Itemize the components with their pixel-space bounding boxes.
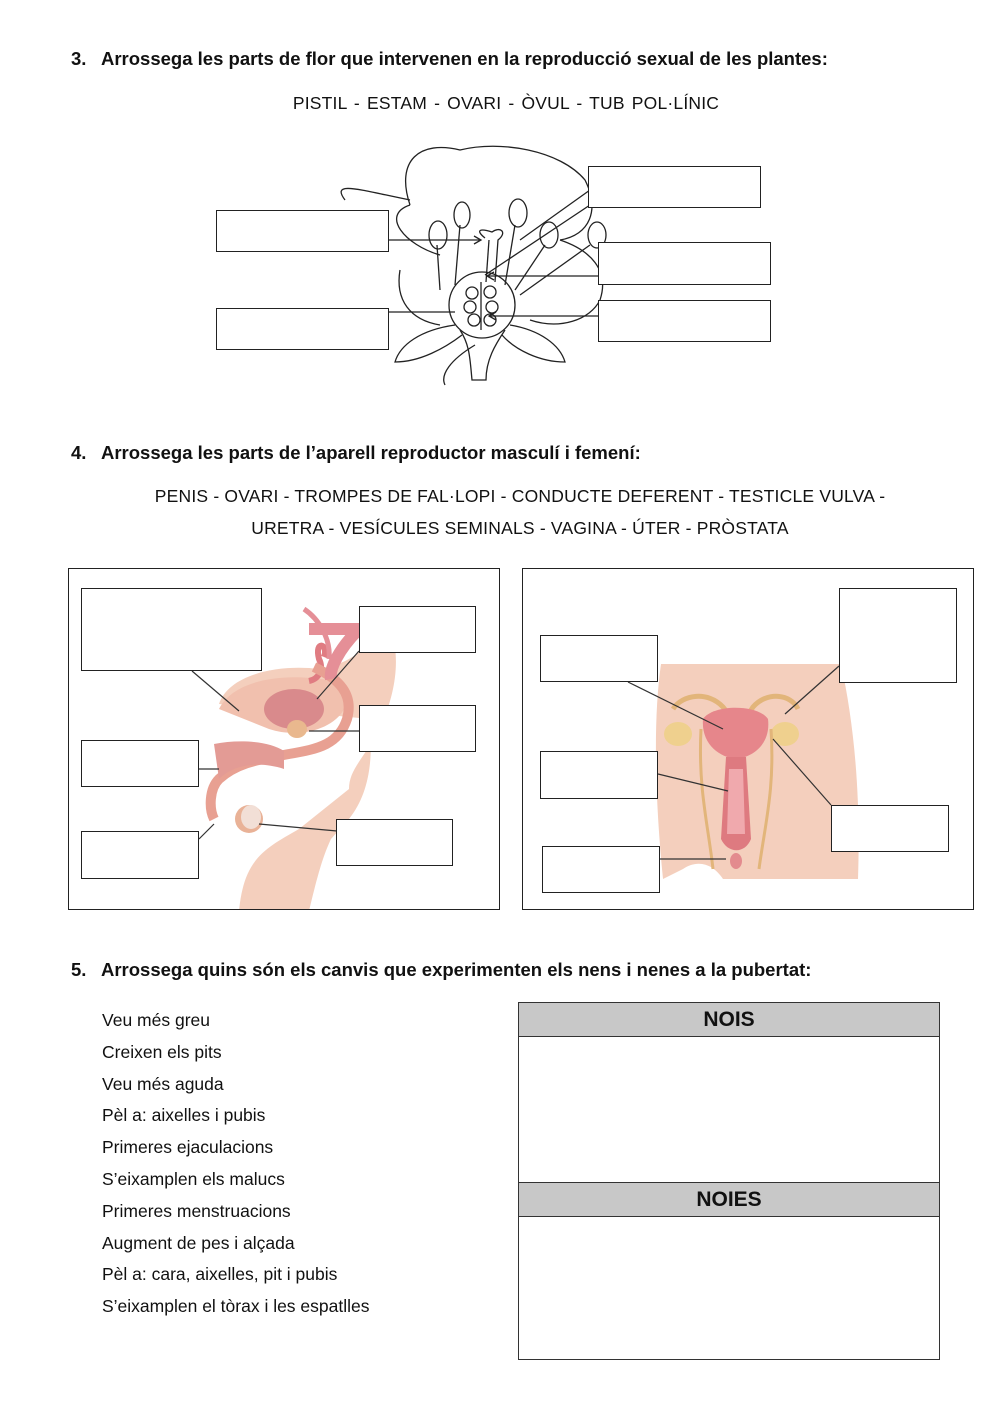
q4-word-bank-line2: URETRA - VESÍCULES SEMINALS - VAGINA - ÚTER - PRÒSTATA — [251, 518, 789, 538]
q3-word-bank: PISTIL - ESTAM - OVARI - ÒVUL - TUB POL·LÍNIC — [292, 93, 720, 113]
q4-word-bank-line1: PENIS - OVARI - TROMPES DE FAL·LOPI - CONDUCTE DEFERENT - TESTICLE VULVA - — [154, 486, 886, 506]
q3-dropbox-3[interactable] — [598, 242, 771, 285]
q3-title — [71, 48, 828, 70]
female-reproductive-panel — [522, 568, 974, 910]
q5-number: 5. — [71, 959, 87, 980]
q3-dropbox-2[interactable] — [588, 166, 761, 208]
q3-number: 3. — [71, 48, 87, 69]
change-item[interactable]: Veu més aguda — [102, 1073, 224, 1094]
girls-header: NOIES — [519, 1182, 939, 1217]
male-reproductive-panel — [68, 568, 500, 910]
male-dropbox-1[interactable] — [81, 588, 262, 671]
q5-title-text: Arrossega quins són els canvis que experimenten els nens i nenes a la pubertat: — [101, 959, 812, 980]
q3-dropbox-5[interactable] — [598, 300, 771, 342]
female-dropbox-2[interactable] — [839, 588, 957, 683]
q4-title — [71, 442, 641, 464]
q4-title-text: Arrossega les parts de l’aparell reproductor masculí i femení: — [101, 442, 641, 463]
change-item[interactable]: Veu més greu — [102, 1010, 210, 1030]
change-item[interactable]: Primeres menstruacions — [102, 1200, 291, 1221]
change-item[interactable]: Augment de pes i alçada — [102, 1232, 295, 1253]
male-dropbox-5[interactable] — [81, 831, 199, 879]
male-dropbox-2[interactable] — [359, 606, 476, 653]
puberty-changes-list — [102, 1005, 370, 1323]
change-item[interactable]: S’eixamplen els malucs — [102, 1168, 285, 1189]
female-dropbox-4[interactable] — [831, 805, 949, 852]
female-dropbox-1[interactable] — [540, 635, 658, 682]
female-dropbox-5[interactable] — [542, 846, 660, 893]
change-item[interactable]: Pèl a: aixelles i pubis — [102, 1105, 266, 1126]
girls-drop-area[interactable] — [519, 1217, 939, 1359]
q3-dropbox-4[interactable] — [216, 308, 389, 350]
male-dropbox-3[interactable] — [359, 705, 476, 752]
q3-dropbox-1[interactable] — [216, 210, 389, 252]
change-item[interactable]: S’eixamplen el tòrax i les espatlles — [102, 1296, 370, 1317]
change-item[interactable]: Creixen els pits — [102, 1041, 222, 1062]
change-item[interactable]: Primeres ejaculacions — [102, 1137, 274, 1158]
boys-header: NOIS — [519, 1002, 939, 1037]
q5-title — [71, 959, 811, 981]
male-dropbox-4[interactable] — [81, 740, 199, 787]
sorting-table — [518, 1002, 940, 1360]
male-dropbox-6[interactable] — [336, 819, 453, 866]
boys-drop-area[interactable] — [519, 1037, 939, 1182]
q4-number: 4. — [71, 442, 87, 463]
female-dropbox-3[interactable] — [540, 751, 658, 799]
change-item[interactable]: Pèl a: cara, aixelles, pit i pubis — [102, 1264, 338, 1285]
q3-title-text: Arrossega les parts de flor que intervenen en la reproducció sexual de les plantes: — [101, 48, 828, 69]
